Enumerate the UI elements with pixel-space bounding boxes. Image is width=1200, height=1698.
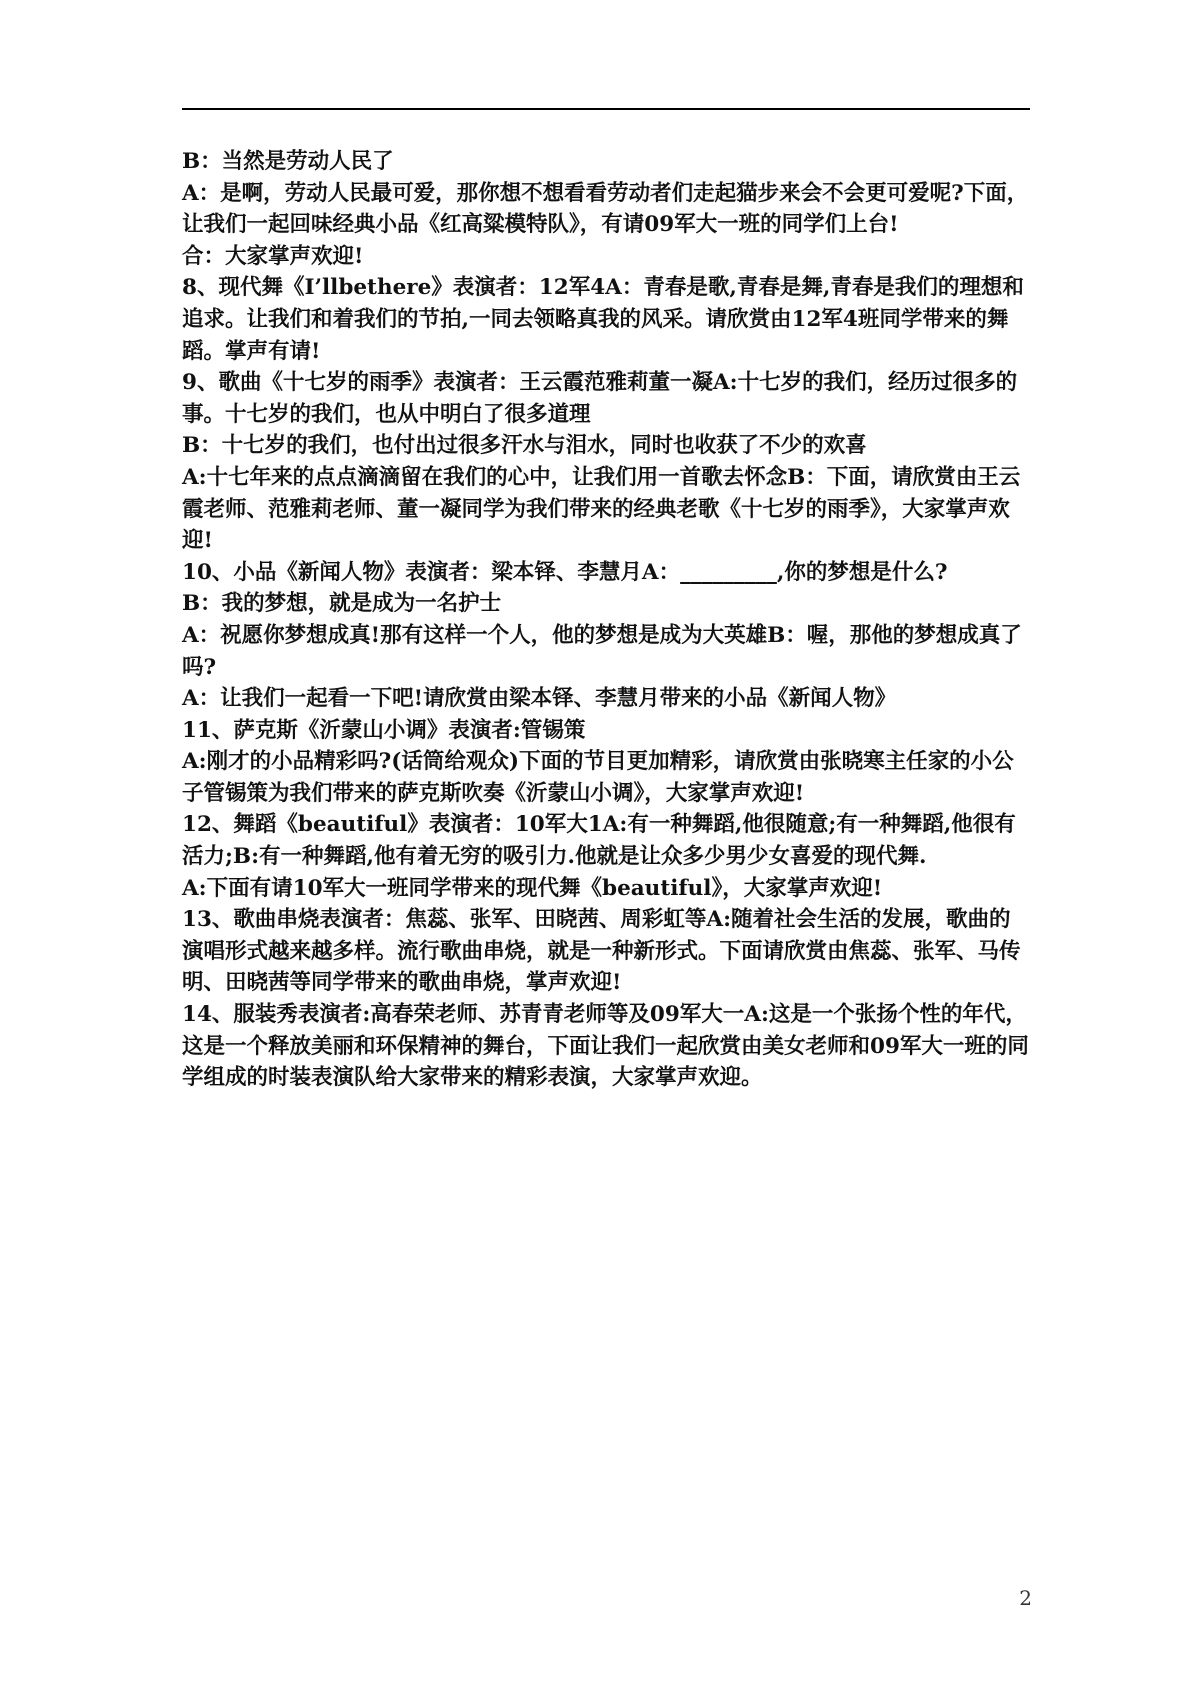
page-number: 2 [1019,1586,1032,1610]
paragraph: A:十七年来的点点滴滴留在我们的心中，让我们用一首歌去怀念B：下面，请欣赏由王云霞老师、范雅莉老师、董一凝同学为我们带来的经典老歌《十七岁的雨季》，大家掌声欢迎! [182,464,1021,554]
header-rule [182,108,1030,110]
paragraph: A：祝愿你梦想成真!那有这样一个人，他的梦想是成为大英雄B：喔，那他的梦想成真了吗? [182,622,1022,680]
paragraph: B：十七岁的我们，也付出过很多汗水与泪水，同时也收获了不少的欢喜 [182,433,867,459]
paragraph: A:刚才的小品精彩吗?(话筒给观众)下面的节目更加精彩，请欣赏由张晓寒主任家的小公子管锡策为我们带来的萨克斯吹奏《沂蒙山小调》，大家掌声欢迎! [182,749,1014,806]
paragraph: 9、歌曲《十七岁的雨季》表演者：王云霞范雅莉董一凝A:十七岁的我们，经历过很多的事。十七岁的我们，也从中明白了很多道理 [182,370,1018,427]
paragraph: 12、舞蹈《beautiful》表演者：10军大1A:有一种舞蹈,他很随意;有一种舞蹈,他很有活力;B:有一种舞蹈,他有着无穷的吸引力.他就是让众多少男少女喜爱的现代舞. [182,812,1016,870]
paragraph: 10、小品《新闻人物》表演者：梁本铎、李慧月A：_________,你的梦想是什么? [182,559,948,585]
paragraph: 13、歌曲串烧表演者：焦蕊、张军、田晓茜、周彩虹等A:随着社会生活的发展，歌曲的演唱形式越来越多样。流行歌曲串烧，就是一种新形式。下面请欣赏由焦蕊、张军、马传明、田晓茜等同学带来的歌曲串烧，掌声欢迎! [182,907,1021,996]
paragraph: B：我的梦想，就是成为一名护士 [182,591,502,617]
paragraph: A：是啊，劳动人民最可爱，那你想不想看看劳动者们走起猫步来会不会更可爱呢?下面，让我们一起回味经典小品《红高粱模特队》，有请09军大一班的同学们上台! [182,180,1029,238]
paragraph: A：让我们一起看一下吧!请欣赏由梁本铎、李慧月带来的小品《新闻人物》 [182,686,897,712]
paragraph: 8、现代舞《I’llbethere》表演者：12军4A：青春是歌,青春是舞,青春是我们的理想和追求。让我们和着我们的节拍,一同去领略真我的风采。请欣赏由12军4班同学带来的舞蹈。掌声有请! [182,275,1024,364]
document-body [182,146,1032,1094]
paragraph: B：当然是劳动人民了 [182,149,394,174]
paragraph: A:下面有请10军大一班同学带来的现代舞《beautiful》，大家掌声欢迎! [182,875,883,901]
paragraph: 14、服装秀表演者:高春荣老师、苏青青老师等及09军大一A:这是一个张扬个性的年代，这是一个释放美丽和环保精神的舞台，下面让我们一起欣赏由美女老师和09军大一班的同学组成的时装表演队给大家带来的精彩表演，大家掌声欢迎。 [182,1002,1029,1091]
paragraph: 11、萨克斯《沂蒙山小调》表演者:管锡策 [182,717,586,743]
paragraph: 合：大家掌声欢迎! [182,243,364,269]
